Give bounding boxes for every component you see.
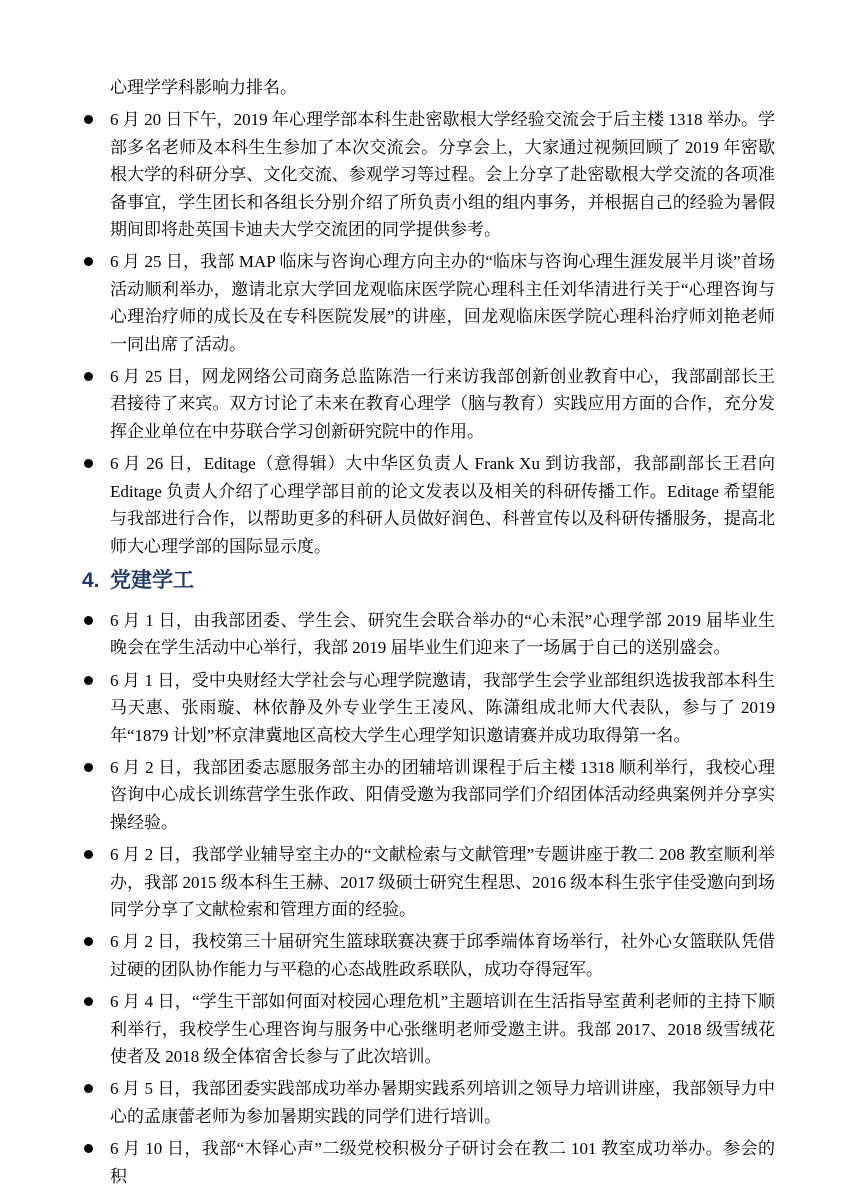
bullet-item xyxy=(110,754,775,836)
bullet-icon xyxy=(84,616,93,625)
bullet-text: 6 月 4 日，“学生干部如何面对校园心理危机”主题培训在生活指导室黄利老师的主持下顺利举行，我校学生心理咨询与服务中心张继明老师受邀主讲。我部 2017、2018 级雪绒花使者及 2018 级全体宿舍长参与了此次培训。 xyxy=(110,992,775,1066)
bullet-list-section-four xyxy=(110,607,775,1190)
bullet-icon xyxy=(84,937,93,946)
bullet-item xyxy=(110,450,775,560)
bullet-text: 6 月 1 日，由我部团委、学生会、研究生会联合举办的“心未泯”心理学部 2019 届毕业生晚会在学生活动中心举行，我部 2019 届毕业生们迎来了一场属于自己的送别盛会。 xyxy=(110,610,775,658)
bullet-item xyxy=(110,607,775,662)
bullet-item xyxy=(110,667,775,749)
bullet-icon xyxy=(84,676,93,685)
bullet-text: 6 月 25 日，网龙网络公司商务总监陈浩一行来访我部创新创业教育中心，我部副部长王君接待了来宾。双方讨论了未来在教育心理学（脑与教育）实践应用方面的合作，充分发挥企业单位在中芬联合学习创新研究院中的作用。 xyxy=(110,367,775,441)
section-title: 党建学工 xyxy=(110,568,194,592)
bullet-icon xyxy=(84,372,93,381)
bullet-icon xyxy=(84,997,93,1006)
bullet-icon xyxy=(84,1144,93,1153)
bullet-list-previous-section xyxy=(110,106,775,560)
bullet-icon xyxy=(84,763,93,772)
bullet-item xyxy=(110,363,775,445)
bullet-text: 6 月 2 日，我校第三十届研究生篮球联赛决赛于邱季端体育场举行，社外心女篮联队凭借过硬的团队协作能力与平稳的心态战胜政系联队，成功夺得冠军。 xyxy=(110,932,775,979)
bullet-item xyxy=(110,1135,775,1190)
bullet-text: 6 月 5 日，我部团委实践部成功举办暑期实践系列培训之领导力培训讲座，我部领导力中心的孟康蕾老师为参加暑期实践的同学们进行培训。 xyxy=(110,1079,775,1126)
bullet-icon xyxy=(84,459,93,468)
bullet-text: 6 月 1 日，受中央财经大学社会与心理学院邀请，我部学生会学业部组织选拔我部本科生马天惠、张雨璇、林依静及外专业学生王凌风、陈潇组成北师大代表队，参与了 2019 年“1879 计划”杯京津冀地区高校大学生心理学知识邀请赛并成功取得第一名。 xyxy=(110,670,775,745)
bullet-text: 6 月 20 日下午，2019 年心理学部本科生赴密歇根大学经验交流会于后主楼 1318 举办。学部多名老师及本科生生参加了本次交流会。分享会上，大家通过视频回顾了 2019 年密歇根大学的科研分享、文化交流、参观学习等过程。会上分享了赴密歇根大学交流的各项准备事宜，学生团长和各组长分别介绍了所负责小组的组内事务，并根据自己的经验为暑假期间即将赴英国卡迪夫大学交流团的同学提供参考。 xyxy=(110,110,775,240)
section-number: 4. xyxy=(82,568,100,592)
bullet-item xyxy=(110,841,775,923)
bullet-text: 6 月 26 日，Editage（意得辑）大中华区负责人 Frank Xu 到访我部，我部副部长王君向 Editage 负责人介绍了心理学部目前的论文发表以及相关的科研传播工作。Editage 希望能与我部进行合作，以帮助更多的科研人员做好润色、科普宣传以及科研传播服务，提高北师大心理学部的国际显示度。 xyxy=(110,454,775,556)
bullet-icon xyxy=(84,1084,93,1093)
bullet-item xyxy=(110,928,775,983)
bullet-icon xyxy=(84,115,93,124)
bullet-text: 6 月 2 日，我部学业辅导室主办的“文献检索与文献管理”专题讲座于教二 208 教室顺利举办，我部 2015 级本科生王赫、2017 级硕士研究生程思、2016 级本科生张宇佳受邀向到场同学分享了文献检索和管理方面的经验。 xyxy=(110,845,775,919)
bullet-icon xyxy=(84,850,93,859)
bullet-text: 6 月 10 日，我部“木铎心声”二级党校积极分子研讨会在教二 101 教室成功举办。参会的积 xyxy=(110,1139,775,1186)
bullet-item xyxy=(110,106,775,243)
paragraph-continuation: 心理学学科影响力排名。 xyxy=(110,78,297,97)
bullet-item xyxy=(110,988,775,1070)
bullet-text: 6 月 2 日，我部团委志愿服务部主办的团辅培训课程于后主楼 1318 顺利举行，我校心理咨询中心成长训练营学生张作政、阳倩受邀为我部同学们介绍团体活动经典案例并分享实操经验。 xyxy=(110,757,775,832)
bullet-text: 6 月 25 日，我部 MAP 临床与咨询心理方向主办的“临床与咨询心理生涯发展半月谈”首场活动顺利举办，邀请北京大学回龙观临床医学院心理科主任刘华清进行关于“心理咨询与心理治疗师的成长及在专科医院发展”的讲座，回龙观临床医学院心理科治疗师刘艳老师一同出席了活动。 xyxy=(110,252,775,354)
bullet-item xyxy=(110,1075,775,1130)
bullet-item xyxy=(110,248,775,358)
bullet-icon xyxy=(84,257,93,266)
section-heading xyxy=(82,567,775,594)
